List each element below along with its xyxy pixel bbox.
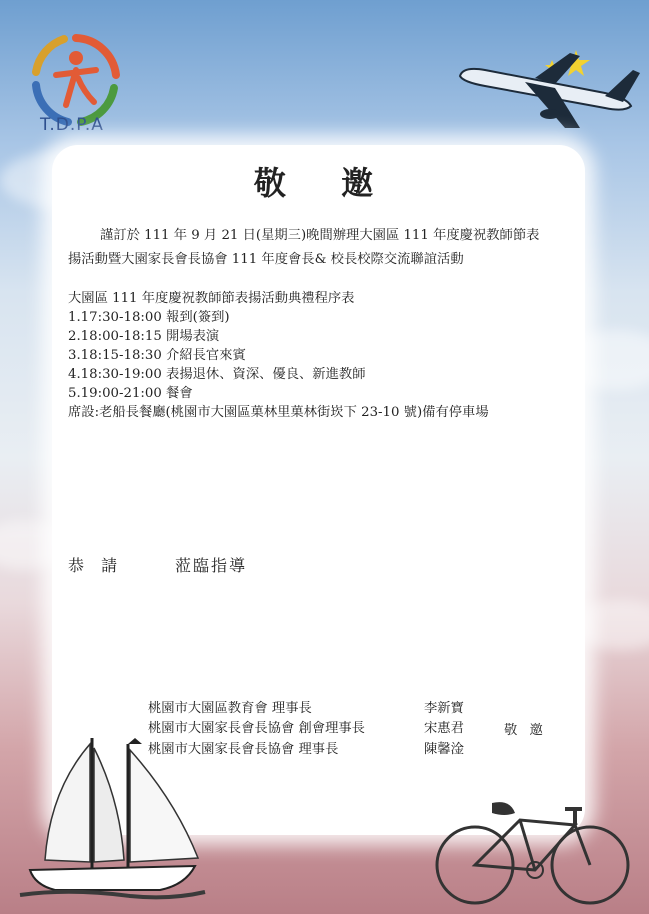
signatory-org: 桃園市大園家長會長協會 理事長 xyxy=(148,742,339,757)
venue-line: 席設:老船長餐廳(桃園市大園區菓林里菓林街崁下 23-10 號)備有停車場 xyxy=(68,405,489,420)
closing-text: 敬 邀 xyxy=(504,723,547,738)
signatory-name: 宋惠君 xyxy=(424,721,464,736)
program-heading: 大園區 111 年度慶祝教師節表揚活動典禮程序表 xyxy=(68,291,355,306)
signatory-name: 李新寶 xyxy=(424,701,464,716)
signatory-org: 桃園市大園家長會長協會 創會理事長 xyxy=(148,721,365,736)
program-item: 2.18:00-18:15 開場表演 xyxy=(68,329,220,344)
page-title: 敬 邀 xyxy=(253,164,396,202)
intro-line-1: 謹訂於 111 年 9 月 21 日(星期三)晚間辦理大園區 111 年度慶祝教師節表 xyxy=(100,228,540,243)
bicycle-icon xyxy=(430,795,630,910)
program-item: 4.18:30-19:00 表揚退休、資深、優良、新進教師 xyxy=(68,367,366,382)
invite-left: 恭 請 xyxy=(68,556,124,575)
program-item: 5.19:00-21:00 餐會 xyxy=(68,386,193,401)
intro-line-2: 揚活動暨大園家長會長協會 111 年度會長& 校長校際交流聯誼活動 xyxy=(68,252,464,267)
program-item: 1.17:30-18:00 報到(簽到) xyxy=(68,310,230,325)
invite-right: 蒞臨指導 xyxy=(175,556,248,575)
sailboat-icon xyxy=(10,730,210,905)
airplane-icon xyxy=(455,48,640,133)
program-item: 3.18:15-18:30 介紹長官來賓 xyxy=(68,348,246,363)
logo-text: T.D.P.A xyxy=(40,115,104,135)
signatory-name: 陳馨淦 xyxy=(424,742,464,757)
signatory-org: 桃園市大園區教育會 理事長 xyxy=(148,701,312,716)
